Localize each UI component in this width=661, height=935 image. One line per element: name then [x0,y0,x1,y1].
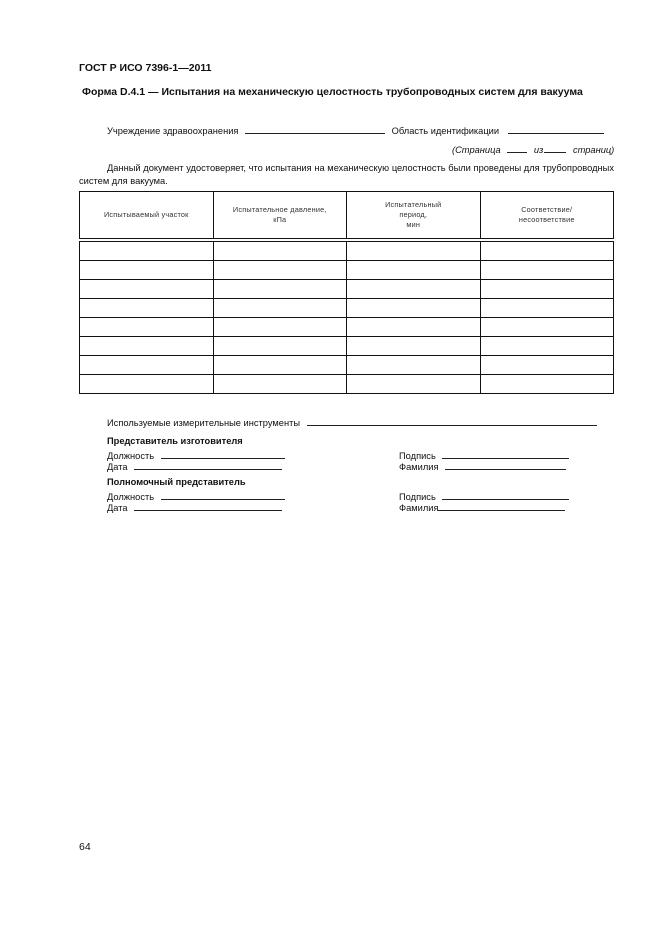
table-cell[interactable] [347,240,481,261]
table-cell[interactable] [213,299,347,318]
authorized-position-field[interactable] [161,490,285,500]
table-cell[interactable] [347,299,481,318]
manufacturer-surname-field[interactable] [445,460,566,470]
header-test-pressure: Испытательное давление, кПа [213,192,347,241]
table-cell[interactable] [347,280,481,299]
surname-label: Фамилия [399,503,439,513]
page-suffix: страниц) [572,145,615,155]
table-cell[interactable] [347,337,481,356]
manufacturer-date-line [107,460,282,472]
area-label: Область идентификации [391,126,500,136]
table-cell[interactable] [480,280,614,299]
table-cell[interactable] [480,261,614,280]
table-row [80,261,614,280]
table-cell[interactable] [480,318,614,337]
instruments-field[interactable] [307,416,597,426]
table-cell[interactable] [480,299,614,318]
instruments-label: Используемые измерительные инструменты [107,418,301,428]
authorized-date-field[interactable] [134,501,282,511]
table-cell[interactable] [213,337,347,356]
page-of: из [533,145,544,155]
page-total-field[interactable] [544,143,566,153]
table-cell[interactable] [480,356,614,375]
authorized-signature-field[interactable] [442,490,569,500]
table-cell[interactable] [80,261,214,280]
signature-label: Подпись [399,492,436,502]
table-cell[interactable] [480,337,614,356]
authorized-surname-line [399,501,565,513]
table-cell[interactable] [80,356,214,375]
table-cell[interactable] [480,375,614,394]
authorized-date-line [107,501,282,513]
table-row [80,318,614,337]
table-cell[interactable] [80,375,214,394]
table-row [80,299,614,318]
table-cell[interactable] [213,356,347,375]
page-count-line [452,143,614,155]
surname-label: Фамилия [399,462,439,472]
table-cell[interactable] [213,375,347,394]
table-cell[interactable] [80,280,214,299]
authorized-rep-heading: Полномочный представитель [107,477,246,487]
manufacturer-surname-line [399,460,566,472]
page-current-field[interactable] [507,143,527,153]
table-row [80,280,614,299]
table-row [80,356,614,375]
table-cell[interactable] [80,337,214,356]
manufacturer-rep-heading: Представитель изготовителя [107,436,243,446]
form-title: Форма D.4.1 — Испытания на механическую целостность трубопроводных систем для вакуума [82,86,583,98]
table-cell[interactable] [80,299,214,318]
institution-label: Учреждение здравоохранения [107,126,239,136]
table-row [80,240,614,261]
standard-number: ГОСТ Р ИСО 7396-1—2011 [79,62,212,74]
table-cell[interactable] [213,261,347,280]
table-cell[interactable] [80,318,214,337]
header-compliance: Соответствие/ несоответствие [480,192,614,241]
table-cell[interactable] [480,240,614,261]
area-field[interactable] [508,124,604,134]
institution-field[interactable] [245,124,385,134]
table-cell[interactable] [213,240,347,261]
signature-label: Подпись [399,451,436,461]
manufacturer-position-field[interactable] [161,449,285,459]
table-cell[interactable] [213,280,347,299]
manufacturer-date-field[interactable] [134,460,282,470]
authorized-surname-field[interactable] [438,501,565,511]
table-cell[interactable] [213,318,347,337]
date-label: Дата [107,503,128,513]
table-cell[interactable] [80,240,214,261]
header-test-section: Испытываемый участок [80,192,214,241]
institution-area-line [107,124,604,136]
manufacturer-signature-field[interactable] [442,449,569,459]
table-cell[interactable] [347,318,481,337]
table-row [80,375,614,394]
table-cell[interactable] [347,261,481,280]
page-number: 64 [79,841,91,853]
header-test-period: Испытательный период, мин [347,192,481,241]
position-label: Должность [107,492,155,502]
table-cell[interactable] [347,375,481,394]
table-row [80,337,614,356]
table-cell[interactable] [347,356,481,375]
page-prefix: (Страница [452,145,501,155]
test-results-table [79,191,614,394]
statement-paragraph: Данный документ удостоверяет, что испытания на механическую целостность были проведены для трубопроводных систем для вакуума. [79,163,614,186]
instruments-line [107,416,597,428]
date-label: Дата [107,462,128,472]
position-label: Должность [107,451,155,461]
